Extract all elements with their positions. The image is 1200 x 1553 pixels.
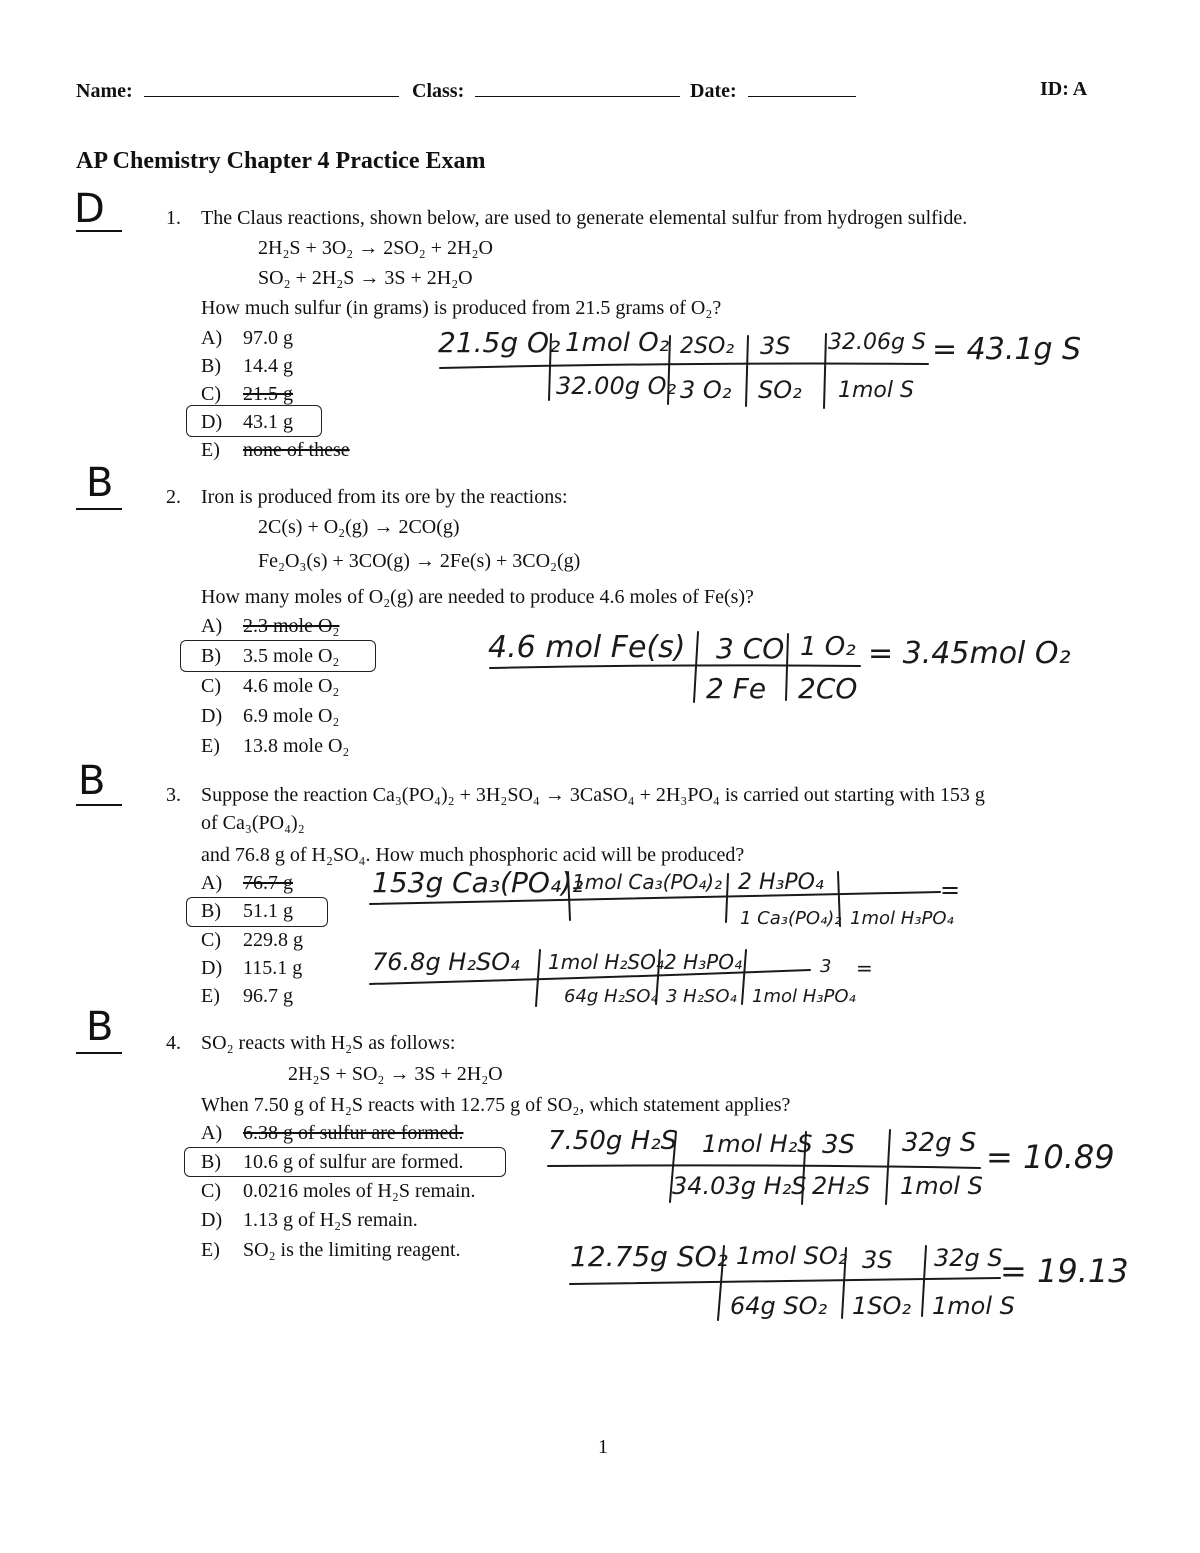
option-text: 4.6 mole O₂ (243, 675, 340, 697)
option-text: 6.38 g of sulfur are formed. (243, 1122, 464, 1144)
q4-divider (670, 1132, 676, 1202)
q2-work-bottom-2: 2CO (798, 672, 858, 705)
q4-fraction-line (570, 1278, 1000, 1284)
q3-work-r2-result: = (856, 956, 873, 980)
q2-work-top-2: 3 CO (716, 632, 785, 665)
q4-work-r2-bottom-1: 64g SO₂ (730, 1292, 828, 1320)
option-text: 0.0216 moles of H₂S remain. (243, 1180, 476, 1202)
option-text: 21.5 g (243, 383, 293, 405)
q1-text: The Claus reactions, shown below, are used to generate elemental sulfur from hydrogen sulfide. (201, 207, 968, 229)
option-letter: C) (201, 675, 221, 697)
q1-equation-2: SO₂ + 2H₂S → 3S + 2H₂O (258, 267, 473, 289)
option-letter: C) (201, 383, 221, 405)
q3-work-r1-top-2: 1mol Ca₃(PO₄)₂ (572, 870, 723, 894)
q3-work-r1-top-1: 153g Ca₃(PO₄)₂ (372, 866, 584, 899)
option-letter: A) (201, 615, 223, 637)
q4-text: SO₂ reacts with H₂S as follows: (201, 1032, 456, 1054)
option-letter: E) (201, 735, 220, 757)
option-text: 6.9 mole O₂ (243, 705, 340, 727)
option-text: 2.3 mole O₂ (243, 615, 340, 637)
option-letter: D) (201, 1209, 223, 1231)
option-letter: A) (201, 1122, 223, 1144)
option-letter: D) (201, 957, 223, 979)
q2-work-result: = 3.45mol O₂ (868, 636, 1071, 671)
q3-work-r2-top-2: 1mol H₂SO₄ (548, 950, 664, 974)
q4-divider (802, 1132, 806, 1204)
q4-work-r1-result: = 10.89 (986, 1138, 1115, 1176)
q1-work-bottom-2: 3 O₂ (680, 376, 732, 404)
option-letter: C) (201, 929, 221, 951)
q4-equation-1: 2H₂S + SO₂ → 3S + 2H₂O (288, 1063, 503, 1085)
option-letter: A) (201, 327, 223, 349)
q3-divider (838, 872, 840, 926)
q3-work-r2-top-3: 2 H₃PO₄ (664, 950, 742, 974)
q3-work-r1-top-3: 2 H₃PO₄ (738, 870, 824, 895)
option-letter: E) (201, 1239, 220, 1261)
q4-work-r1-bottom-1: 34.03g H₂S (672, 1172, 807, 1200)
option-letter: B) (201, 1151, 221, 1173)
q3-work-r2-top-1: 76.8g H₂SO₄ (372, 948, 520, 976)
q3-text-2: of Ca₃(PO₄)₂ (201, 812, 305, 834)
id-label: ID: A (1040, 78, 1088, 100)
option-text: 96.7 g (243, 985, 293, 1007)
q1-answer-mark: D (74, 186, 105, 232)
option-text: 14.4 g (243, 355, 293, 377)
option-text: 97.0 g (243, 327, 293, 349)
q2-work-bottom-1: 2 Fe (706, 672, 767, 705)
option-letter: C) (201, 1180, 221, 1202)
q3-answer-mark: B (78, 758, 106, 804)
q1-work-top-4: 3S (760, 332, 791, 360)
q3-work-r2-bottom-2: 3 H₂SO₄ (666, 986, 737, 1007)
q4-work-r2-top-2: 1mol SO₂ (736, 1242, 848, 1270)
option-letter: B) (201, 900, 221, 922)
q1-work-bottom-3: SO₂ (758, 376, 802, 404)
q4-fraction-line (548, 1165, 980, 1168)
option-text: SO₂ is the limiting reagent. (243, 1239, 461, 1261)
q1-work-top-2: 1mol O₂ (565, 328, 670, 358)
q2-answer-mark: B (86, 460, 114, 506)
q3-divider (536, 950, 540, 1006)
q3-work-r2-bottom-3: 1mol H₃PO₄ (752, 986, 856, 1007)
q1-divider (746, 336, 748, 406)
page-title: AP Chemistry Chapter 4 Practice Exam (76, 148, 486, 174)
q4-work-r1-top-3: 3S (822, 1130, 856, 1160)
q2-prompt: How many moles of O₂(g) are needed to produce 4.6 moles of Fe(s)? (201, 586, 754, 608)
option-text: 51.1 g (243, 900, 293, 922)
q4-work-r2-top-4: 32g S (934, 1244, 1003, 1272)
option-text: 10.6 g of sulfur are formed. (243, 1151, 464, 1173)
q3-divider (568, 872, 570, 920)
option-text: 76.7 g (243, 872, 293, 894)
q2-equation-1: 2C(s) + O₂(g) → 2CO(g) (258, 516, 460, 538)
q1-divider (668, 336, 670, 404)
q4-work-r2-bottom-3: 1mol S (932, 1292, 1015, 1320)
q2-divider (786, 634, 788, 700)
q3-fraction-line (370, 892, 940, 904)
name-label: Name: (76, 80, 133, 102)
q2-work-top-1: 4.6 mol Fe(s) (488, 630, 686, 665)
q4-work-r2-top-1: 12.75g SO₂ (570, 1240, 728, 1273)
q2-fraction-line (490, 665, 860, 668)
option-letter: E) (201, 985, 220, 1007)
option-letter: A) (201, 872, 223, 894)
q4-divider (842, 1248, 846, 1318)
option-letter: D) (201, 411, 223, 433)
date-label: Date: (690, 80, 737, 102)
option-letter: B) (201, 645, 221, 667)
q3-work-r1-result: = (940, 876, 961, 904)
q2-work-top-3: 1 O₂ (800, 632, 856, 662)
q3-work-r2-bottom-1: 64g H₂SO₄ (564, 986, 658, 1007)
q2-text: Iron is produced from its ore by the reactions: (201, 486, 568, 508)
q1-work-bottom-4: 1mol S (838, 378, 914, 403)
option-text: 43.1 g (243, 411, 293, 433)
q1-work-result: = 43.1g S (932, 332, 1082, 367)
option-letter: B) (201, 355, 221, 377)
q1-fraction-line (440, 364, 928, 369)
q1-divider (549, 334, 551, 400)
option-text: 115.1 g (243, 957, 303, 979)
q4-divider (922, 1246, 926, 1316)
q4-work-r2-result: = 19.13 (1000, 1252, 1129, 1290)
q3-divider (726, 874, 728, 922)
q4-work-r1-top-4: 32g S (902, 1128, 977, 1158)
q2-divider (694, 632, 698, 702)
q1-prompt: How much sulfur (in grams) is produced from 21.5 grams of O₂? (201, 297, 722, 319)
q1-equation-1: 2H₂S + 3O₂ → 2SO₂ + 2H₂O (258, 237, 493, 259)
q3-divider (656, 950, 660, 1004)
q3-work-r1-bottom-1: 1 Ca₃(PO₄)₂ (740, 908, 842, 929)
q3-text: Suppose the reaction Ca₃(PO₄)₂ + 3H₂SO₄ → 3CaSO₄ + 2H₃PO₄ is carried out starting with 153 g (201, 784, 985, 806)
option-letter: E) (201, 439, 220, 461)
option-text: 13.8 mole O₂ (243, 735, 350, 757)
q3-prompt: and 76.8 g of H₂SO₄. How much phosphoric acid will be produced? (201, 844, 745, 866)
q1-number: 1. (166, 207, 181, 229)
q1-work-top-5: 32.06g S (828, 330, 926, 355)
q1-work-bottom-1: 32.00g O₂ (556, 372, 677, 400)
q2-number: 2. (166, 486, 181, 508)
option-text: none of these (243, 439, 350, 461)
class-label: Class: (412, 80, 465, 102)
q4-answer-mark: B (86, 1004, 114, 1050)
q4-number: 4. (166, 1032, 181, 1054)
q4-work-r1-top-2: 1mol H₂S (702, 1130, 813, 1158)
q4-prompt: When 7.50 g of H₂S reacts with 12.75 g of SO₂, which statement applies? (201, 1094, 791, 1116)
option-text: 3.5 mole O₂ (243, 645, 340, 667)
q4-divider (718, 1246, 724, 1320)
q3-number: 3. (166, 784, 181, 806)
q4-work-r2-bottom-2: 1SO₂ (852, 1292, 912, 1320)
q3-divider (742, 950, 746, 1004)
q1-work-top-1: 21.5g O₂ (438, 326, 561, 359)
option-text: 229.8 g (243, 929, 303, 951)
q2-equation-2: Fe₂O₃(s) + 3CO(g) → 2Fe(s) + 3CO₂(g) (258, 550, 581, 572)
q3-work-r2-stray: 3 (820, 956, 832, 977)
q4-work-r1-top-1: 7.50g H₂S (548, 1126, 678, 1156)
q4-work-r1-bottom-3: 1mol S (900, 1172, 983, 1200)
q4-work-r2-top-3: 3S (862, 1246, 893, 1274)
option-letter: D) (201, 705, 223, 727)
q3-work-r1-bottom-2: 1mol H₃PO₄ (850, 908, 954, 929)
page-number: 1 (598, 1436, 608, 1458)
q1-divider (824, 334, 826, 408)
q1-work-top-3: 2SO₂ (680, 334, 735, 359)
option-text: 1.13 g of H₂S remain. (243, 1209, 418, 1231)
q4-work-r1-bottom-2: 2H₂S (812, 1172, 871, 1200)
